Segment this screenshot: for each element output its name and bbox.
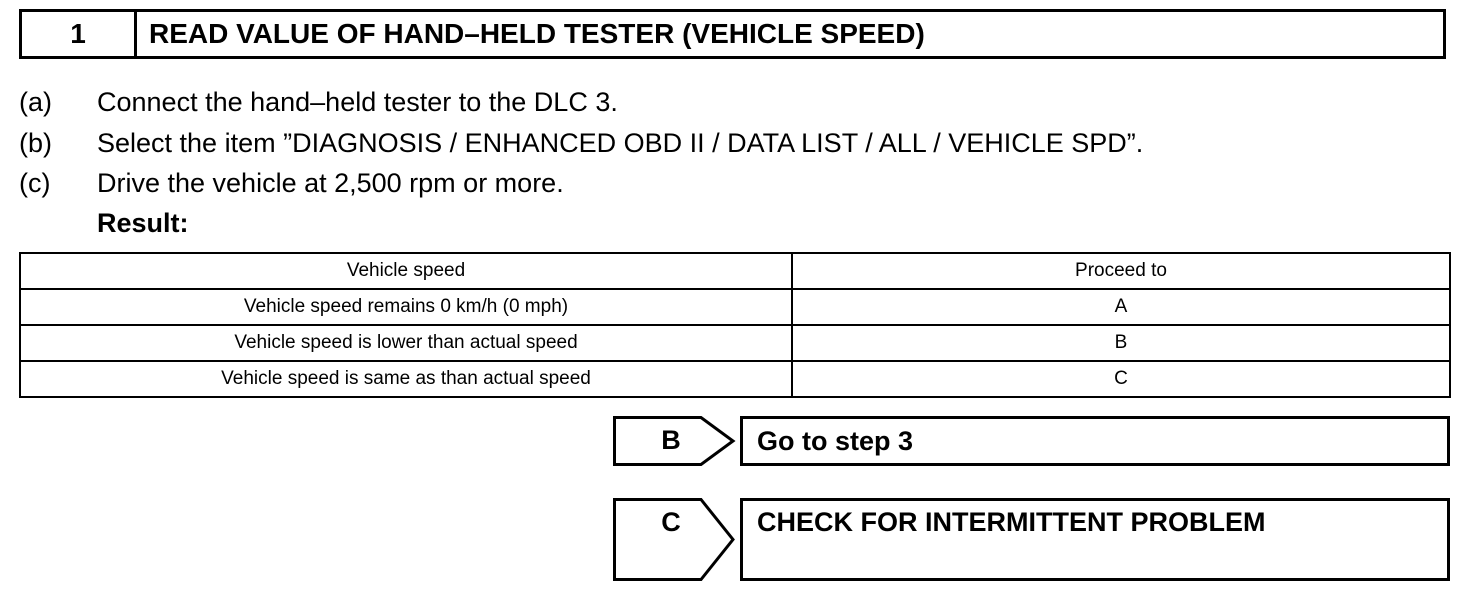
outcome-b-action: Go to step 3	[740, 416, 1450, 466]
table-cell: C	[792, 361, 1450, 397]
result-table	[19, 252, 1451, 398]
instruction-b	[19, 128, 1143, 159]
table-header-row	[20, 253, 1450, 289]
instruction-text: Select the item ”DIAGNOSIS / ENHANCED OBD II / DATA LIST / ALL / VEHICLE SPD”.	[97, 128, 1144, 158]
table-row	[20, 289, 1450, 325]
outcome-code: B	[661, 425, 681, 455]
instruction-text: Connect the hand–held tester to the DLC 3.	[97, 87, 618, 117]
table-cell: Vehicle speed is lower than actual speed	[20, 325, 792, 361]
table-row	[20, 325, 1450, 361]
instruction-c	[19, 168, 564, 199]
table-cell: Vehicle speed is same as than actual speed	[20, 361, 792, 397]
step-number: 1	[22, 12, 137, 56]
table-header: Vehicle speed	[20, 253, 792, 289]
table-cell: A	[792, 289, 1450, 325]
instruction-label: (c)	[19, 168, 51, 198]
step-header	[19, 9, 1446, 59]
instruction-label: (b)	[19, 128, 52, 158]
instruction-text: Drive the vehicle at 2,500 rpm or more.	[97, 168, 564, 198]
outcome-b-arrow	[613, 416, 737, 466]
step-title: READ VALUE OF HAND–HELD TESTER (VEHICLE SPEED)	[149, 18, 925, 49]
outcome-code: C	[661, 507, 681, 537]
table-cell: B	[792, 325, 1450, 361]
result-label: Result:	[97, 208, 189, 238]
table-row	[20, 361, 1450, 397]
outcome-c-arrow	[613, 498, 737, 581]
instruction-label: (a)	[19, 87, 52, 117]
table-header: Proceed to	[792, 253, 1450, 289]
instruction-a	[19, 87, 618, 118]
outcome-c-action: CHECK FOR INTERMITTENT PROBLEM	[740, 498, 1450, 581]
table-cell: Vehicle speed remains 0 km/h (0 mph)	[20, 289, 792, 325]
